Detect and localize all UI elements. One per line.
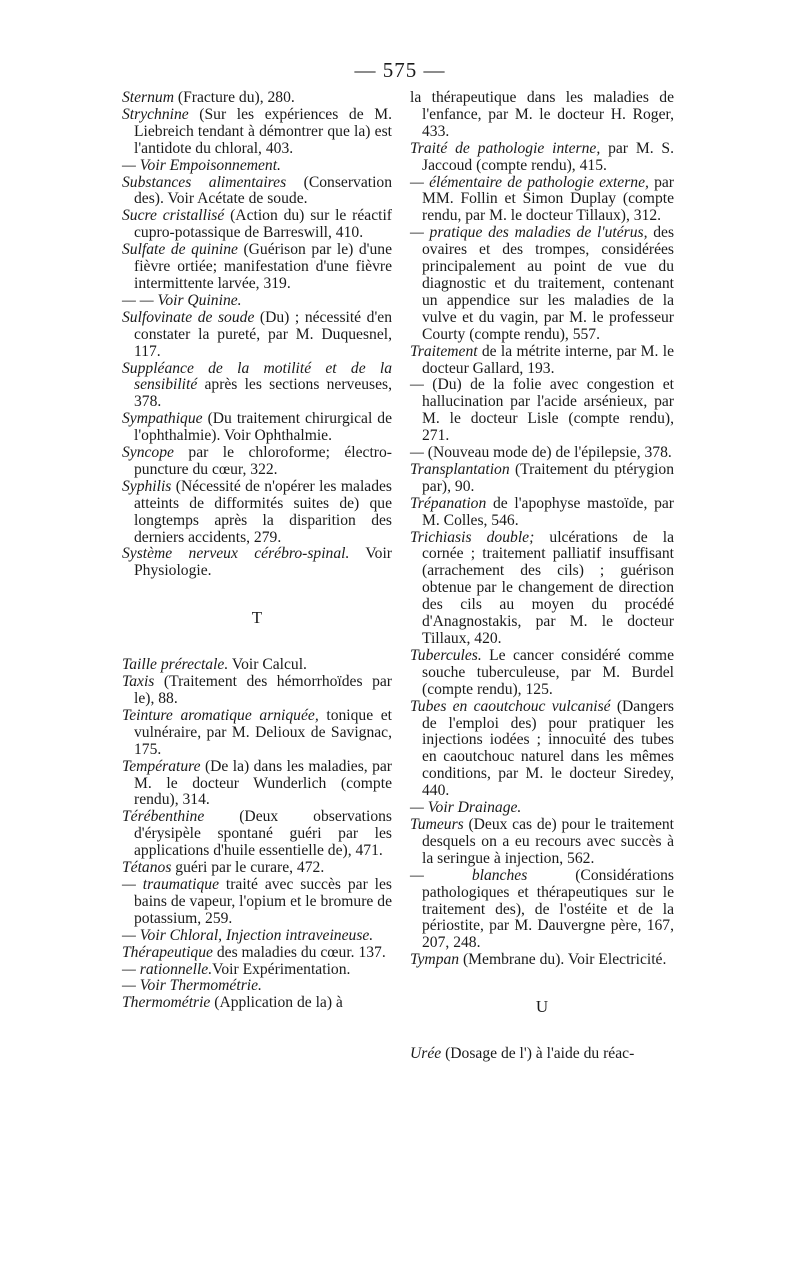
entry-heading: Térébenthine [122, 808, 205, 826]
entry-text: (Deux observations d'érysipèle spontané guéri par les applications d'huile essentielle de), 471. [134, 808, 392, 860]
entry-text: traité avec succès par les bains de vapeur, l'opium et le bromure de potassium, 259. [134, 875, 392, 927]
index-entry [122, 978, 392, 995]
entry-heading: Trépanation [410, 494, 487, 512]
entry-heading: Taille prérectale. [122, 656, 229, 674]
entry-heading: Thérapeutique [122, 943, 213, 961]
entry-text: par MM. Follin et Simon Duplay (compte rendu, par M. le docteur Tillaux), 312. [422, 173, 675, 225]
left-column [122, 90, 392, 1012]
entry-heading: — pratique des maladies de l'utérus, [410, 224, 648, 242]
index-entry [410, 496, 674, 530]
index-entry [410, 817, 674, 868]
entry-heading: — [410, 376, 424, 394]
entry-text: la thérapeutique dans les maladies de l'enfance, par M. le docteur H. Roger, 433. [410, 89, 674, 140]
entry-text: (Guérison par le) d'une fièvre ortiée; manifestation d'une fièvre intermittente larvée, 319. [134, 241, 392, 292]
index-entry [410, 462, 674, 496]
entry-heading: Traitement [410, 342, 478, 360]
index-entry [410, 952, 674, 969]
entry-heading: Transplantation [410, 460, 510, 478]
entry-heading: Tympan [410, 951, 460, 969]
entry-heading: Tumeurs [410, 815, 464, 833]
entry-heading: — Voir Empoisonnement. [122, 156, 281, 174]
entry-heading: Sulfate de quinine [122, 241, 238, 259]
index-entry [122, 809, 392, 860]
index-entry [410, 141, 674, 175]
entry-text: (Application de la) à [210, 994, 343, 1012]
entry-heading: Sympathique [122, 410, 203, 428]
index-entry [122, 546, 392, 580]
entry-heading: Système nerveux cérébro-spinal. [122, 545, 350, 563]
entry-heading: Traité de pathologie interne, [410, 139, 601, 157]
entry-heading: — Voir Thermométrie. [122, 977, 262, 995]
entry-text: ulcérations de la cornée ; traitement palliatif insuffisant (arrachement des cils) ; guérison obtenue par le changement de direction des cils au moyen du procédé d'Anagnostakis, par M. le docteur Tillaux, 420. [422, 528, 674, 647]
entry-text: après les sections nerveuses, 378. [134, 376, 392, 411]
entry-text: par M. S. Jaccoud (compte rendu), 415. [422, 139, 674, 174]
index-entry [410, 344, 674, 378]
index-entry [122, 208, 392, 242]
index-entry [122, 445, 392, 479]
index-entry [122, 674, 392, 708]
entry-text: (Sur les expériences de M. Liebreich tendant à démontrer que la) est l'antidote du chloral, 403. [134, 105, 392, 157]
index-entry [122, 860, 392, 877]
entry-heading: — — Voir Quinine. [122, 291, 242, 309]
index-entry [122, 657, 392, 674]
index-entry [122, 158, 392, 175]
entry-text: des maladies du cœur. 137. [212, 943, 386, 961]
index-entry [122, 175, 392, 209]
index-entry [122, 107, 392, 158]
index-entry [410, 868, 674, 953]
index-entry [410, 445, 674, 462]
entry-heading: Substances alimentaires [122, 173, 287, 191]
index-entry [122, 877, 392, 928]
entry-heading: Teinture aromatique arniquée, [122, 706, 319, 724]
entry-heading: — blanches [410, 866, 528, 884]
entry-text: (Fracture du), 280. [173, 89, 295, 106]
entry-heading: — [410, 444, 424, 462]
index-entry [410, 225, 674, 343]
entry-text: Voir Physiologie. [134, 545, 392, 580]
entry-text: des ovaires et des trompes, considérées principalement au point de vue du diagnostic et du traitement, contenant un appendice sur les maladies de la vulve et du vagin, par M. le professeur Courty (compte rendu), 557. [422, 224, 675, 343]
index-entry [122, 411, 392, 445]
entry-text: (Du) ; nécessité d'en constater la pureté, par M. Duquesnel, 117. [134, 308, 392, 360]
index-entry [122, 90, 392, 107]
entry-heading: — traumatique [122, 875, 219, 893]
entry-text: (Action du) sur le réactif cupro-potassique de Barreswill, 410. [134, 207, 392, 242]
entry-text: de la métrite interne, par M. le docteur Gallard, 193. [422, 342, 674, 377]
index-entry [122, 759, 392, 810]
page-number: — 575 — [354, 58, 446, 82]
index-entry [410, 699, 674, 800]
entry-heading: Suppléance de la motilité et de la sensibilité [122, 359, 392, 394]
entry-text: (Dosage de l') à l'aide du réac- [441, 1045, 635, 1063]
entry-heading: Trichiasis double; [410, 528, 535, 546]
entry-text: (Conservation des). Voir Acétate de soude. [134, 173, 393, 208]
entry-heading: Thermométrie [122, 994, 211, 1012]
entry-text: de l'apophyse mastoïde, par M. Colles, 546. [422, 494, 674, 529]
entry-text: Voir Expérimentation. [212, 960, 351, 978]
entry-heading: — élémentaire de pathologie externe, [410, 173, 649, 191]
entry-heading: — rationnelle. [122, 960, 213, 978]
entry-heading: Tétanos [122, 859, 172, 877]
entry-heading: Syncope [122, 444, 174, 462]
entry-text: (Traitement du ptérygion par), 90. [422, 460, 674, 495]
index-entry [410, 1046, 674, 1063]
entry-text: (Du) de la folie avec congestion et hallucination par l'acide arsénieux, par M. le docteur Lisle (compte rendu), 271. [422, 376, 674, 445]
entry-text: (Traitement des hémorrhoïdes par le), 88. [134, 673, 392, 707]
index-entry [122, 479, 392, 547]
entry-heading: Syphilis [122, 477, 172, 495]
entry-text: (Considérations pathologiques et thérapeutiques sur le traitement des), de l'ostéite et de la périostite, par M. Dauvergne père, 167, 207, 248. [422, 866, 674, 952]
section-letter: U [535, 997, 549, 1017]
entry-heading: — Voir Chloral, Injection intraveineuse. [122, 926, 374, 944]
index-entry [410, 648, 674, 699]
index-entry [122, 995, 392, 1012]
entry-heading: — Voir Drainage. [410, 799, 522, 817]
index-entry [410, 90, 674, 141]
index-entry [122, 242, 392, 293]
index-entry [122, 708, 392, 759]
entry-text: (Dangers de l'emploi des) pour pratiquer les injections iodées ; innocuité des tubes en caoutchouc naturel dans les mêmes conditions, par M. le docteur Siredey, 440. [422, 697, 674, 800]
index-entry [122, 945, 392, 962]
entry-heading: Urée [410, 1045, 442, 1063]
entry-text: (Du traitement chirurgical de l'ophthalmie). Voir Ophthalmie. [134, 410, 392, 445]
entry-heading: Sternum [122, 89, 174, 106]
entry-text: tonique et vulnéraire, par M. Delioux de Savignac, 175. [134, 706, 393, 758]
entry-heading: Sulfovinate de soude [122, 308, 255, 326]
entry-text: (Nouveau mode de) de l'épilepsie, 378. [423, 444, 672, 462]
entry-text: (Nécessité de n'opérer les malades atteints de difformités suites de) que longtemps après la disparition des derniers accidents, 279. [134, 477, 392, 546]
section-letter: T [251, 608, 263, 628]
index-entry [122, 361, 392, 412]
entry-text: (Membrane du). Voir Electricité. [459, 951, 667, 969]
index-entry [410, 530, 674, 648]
index-entry [410, 377, 674, 445]
entry-text: par le chloroforme; électro-puncture du cœur, 322. [134, 444, 392, 478]
entry-heading: Tubes en caoutchouc vulcanisé [410, 697, 611, 715]
entry-text: (De la) dans les maladies, par M. le docteur Wunderlich (compte rendu), 314. [134, 757, 392, 809]
index-entry [122, 310, 392, 361]
entry-heading: Température [122, 757, 201, 775]
entry-text: (Deux cas de) pour le traitement desquels on a eu recours avec succès à la seringue à injection, 562. [422, 815, 674, 867]
index-entry [122, 928, 392, 945]
index-entry [122, 962, 392, 979]
entry-heading: Tubercules. [410, 646, 482, 664]
entry-text: guéri par le curare, 472. [171, 859, 325, 877]
index-entry [410, 800, 674, 817]
entry-text: Le cancer considéré comme souche tuberculeuse, par M. Burdel (compte rendu), 125. [422, 646, 674, 698]
entry-heading: Sucre cristallisé [122, 207, 225, 225]
entry-heading: Strychnine [122, 105, 189, 123]
entry-text: Voir Calcul. [228, 656, 307, 674]
index-entry [410, 175, 674, 226]
entry-heading: Taxis [122, 673, 155, 691]
index-entry [122, 293, 392, 310]
right-column [410, 90, 674, 1063]
